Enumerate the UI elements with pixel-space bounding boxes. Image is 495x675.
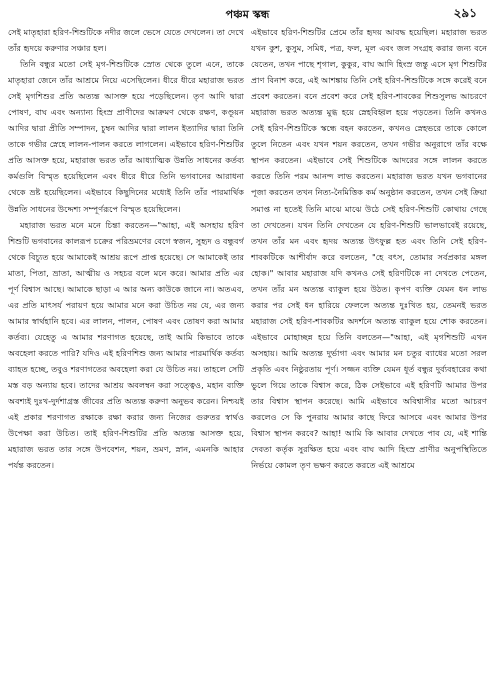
- paragraph: সেই মাতৃহারা হরিণ-শিশুটিকে নদীর জলে ভেসে যেতে দেখলেন। তা দেখে তাঁর হৃদয়ে করুণার সঞ্চার হল।: [8, 27, 244, 54]
- paragraph: মহারাজ ভরত মনে মনে চিন্তা করতেন—"আহা, এই অসহায় হরিণ শিশুটি ভগবানের কালরূপ চক্রের পরিভ্রমণের বেগে স্বজন, সুহৃদ ও বন্ধুবর্গ থেকে বিচ্যুত হয়ে আমাকেই আশ্রয় রূপে প্রাপ্ত হয়েছে। সে আমাকেই তার মাতা, পিতা, ভ্রাতা, আত্মীয় ও সহচর বলে মনে করে। আমার প্রতি এর পূর্ণ বিশ্বাস আছে। আমাকে ছাড়া এ আর অন্য কাউকে জানে না। অতএব, এর প্রতি মাৎসর্য পরায়ণ হয়ে আমার মনে করা উচিত নয় যে, এর জন্য আমার স্বার্থহানি হবে। এর লালন, পালন, পোষণ এবং তোষণ করা আমার কর্তব্য। যেহেতু এ আমার শরণাগত হয়েছে, তাই আমি কিভাবে তাকে অবহেলা করতে পারি? যদিও এই হরিণশিশু জন্য আমার পারমার্থিক কর্তব্য ব্যাহত হচ্ছে, তবুও শরণাগতের অবহেলা করা যে উচিত নয়। তাহলে সেটি মস্ত বড় অন্যায় হবে। তাদের আশ্রয় অবলম্বন করা সত্ত্বেও, মহান ব্যক্তি অবশ্যই দুঃখ-দুর্দশাগ্রস্ত জীবের প্রতি অত্যন্ত করুণা অনুভব করেন। নিশ্চয়ই এই প্রকার শরণাগত রক্ষাকে রক্ষা করার জন্য নিজের গুরুতর স্বার্থও উপেক্ষা করা উচিত। তাই হরিণ-শিশুটির প্রতি অত্যন্ত আসক্ত হয়ে, মহারাজ ভরত তার সঙ্গে উপবেশন, শয়ন, ভ্রমণ, স্নান, এমনকি আহার পর্যন্ত করতেন।: [8, 219, 244, 471]
- paragraph: এইভাবে হরিণ-শিশুটির প্রেমে তাঁর হৃদয় আবদ্ধ হয়েছিল। মহারাজ ভরত যখন কুশ, কুসুম, সমিধ, পত্র, ফল, মূল এবং জল সংগ্রহ করার জন্য বনে যেতেন, তখন পাছে শৃগাল, কুকুর, বাঘ আদি হিংস্র জন্তু এসে মৃগ শিশুটির প্রাণ বিনাশ করে, এই আশঙ্কায় তিনি সেই হরিণ-শিশুটিকে সঙ্গে করেই বনে প্রবেশ করতেন। বনে প্রবেশ করে সেই হরিণ-শাবকের শিশুসুলভ আচরণে মহারাজ ভরত অত্যন্ত মুগ্ধ হয়ে স্নেহবিহ্বল হয়ে পড়তেন। তিনি কখনও সেই হরিণ-শিশুটিকে স্কন্ধে বহন করতেন, কখনও স্নেহভরে তাকে কোলে তুলে নিতেন এবং যখন শয়ন করতেন, তখন গভীর অনুরাগে তাঁর বক্ষে স্থাপন করতেন। এইভাবে সেই শিশুটিকে আদরের সঙ্গে লালন করতে করতে তিনি পরম আনন্দ লাভ করতেন। মহারাজ ভরত যখন ভগবানের পূজা করতেন তখন নিত্য-নৈমিত্তিক কর্ম অনুষ্ঠান করতেন, তখন সেই ক্রিয়া সমাপ্ত না হতেই তিনি মাঝে মাঝে উঠে সেই হরিণ-শিশুটি কোথায় গেছে তা দেখতেন। যখন তিনি দেখতেন যে হরিণ-শিশুটি ভালভাবেই রয়েছে, তখন তাঁর মন এবং হৃদয় অত্যন্ত উৎফুল্ল হত এবং তিনি সেই হরিণ-শাবকটিকে আশীর্বাদ করে বলতেন, "হে বৎস, তোমার সর্বপ্রকার মঙ্গল হোক।" আবার মহারাজ যদি কখনও সেই হরিণটিকে না দেখতে পেতেন, তখন তাঁর মন অত্যন্ত ব্যাকুল হয়ে উঠত। কৃপণ ব্যক্তি যেমন ধন লাভ করার পর সেই ধন হারিয়ে ফেললে অত্যন্ত দুঃখিত হয়, তেমনই ভরত মহারাজ সেই হরিণ-শাবকটির অদর্শনে অত্যন্ত ব্যাকুল হয়ে শোক করতেন। এইভাবে মোহাচ্ছন্ন হয়ে তিনি বলতেন—"আহা, এই মৃগশিশুটি এখন অসহায়। আমি অত্যন্ত দুর্ভাগা এবং আমার মন চতুর ব্যাধের মতো সরল প্রকৃতি এবং নিষ্ঠুরতায় পূর্ণ। সজ্জন ব্যক্তি যেমন ধূর্ত বন্ধুর দুর্ব্যবহারের কথা ভুলে গিয়ে তাকে বিশ্বাস করে, ঠিক সেইভাবে এই হরিণটি আমার উপর তার বিশ্বাস স্থাপন করেছে। আমি এইভাবে অবিশ্বাসীর মতো আচরণ করলেও সে কি পুনরায় আমার কাছে ফিরে আসবে এবং আমার উপর বিশ্বাস স্থাপন করবে? আহা! আমি কি আবার দেখতে পাব যে, এই শান্তি দেবতা কর্তৃক সুরক্ষিত হয়ে এবং বাঘ আদি হিংস্র প্রাণীর অনুপস্থিতিতে নির্ভয়ে কোমল তৃণ ভক্ষণ করতে করতে এই আশ্রমে: [251, 27, 487, 471]
- text-column-left: [8, 24, 244, 669]
- page-number: ২৯১: [453, 6, 477, 20]
- text-column-right: [251, 24, 487, 669]
- running-title: পঞ্চম স্কন্ধ: [225, 8, 270, 21]
- paragraph: তিনি বন্ধুর মতো সেই মৃগ-শিশুটিকে স্রোত থেকে তুলে এনে, তাকে মাতৃহারা জেনে তাঁর আশ্রমে নিয়ে এসেছিলেন। ধীরে ধীরে মহারাজ ভরত সেই মৃগশিশুর প্রতি অত্যন্ত আসক্ত হয়ে পড়েছিলেন। তৃণ আদি দ্বারা পোষণ, বাঘ এবং অন্যান্য হিংস্র প্রাণীদের আক্রমণ থেকে রক্ষণ, কণ্ডূয়ন আদির দ্বারা প্রীতি সম্পাদন, চুম্বন আদির দ্বারা লালন ইত্যাদির দ্বারা তিনি তাকে গভীর স্নেহে লালন-পালন করতে লাগলেন। এইভাবে হরিণ-শিশুটির প্রতি আসক্ত হয়ে, মহারাজ ভরত তাঁর আধ্যাত্মিক উন্নতি সাধনের কর্তব্য কর্মগুলি বিস্মৃত হয়েছিলেন এবং ধীরে ধীরে তিনি ভগবানের আরাধনা থেকে ভ্রষ্ট হয়েছিলেন। এইভাবে কিছুদিনের মধ্যেই তিনি তাঁর পারমার্থিক উন্নতি সাধনের উদ্দেশ্য সম্পূর্ণরূপে বিস্মৃত হয়েছিলেন।: [8, 59, 244, 214]
- page-header: [8, 6, 487, 24]
